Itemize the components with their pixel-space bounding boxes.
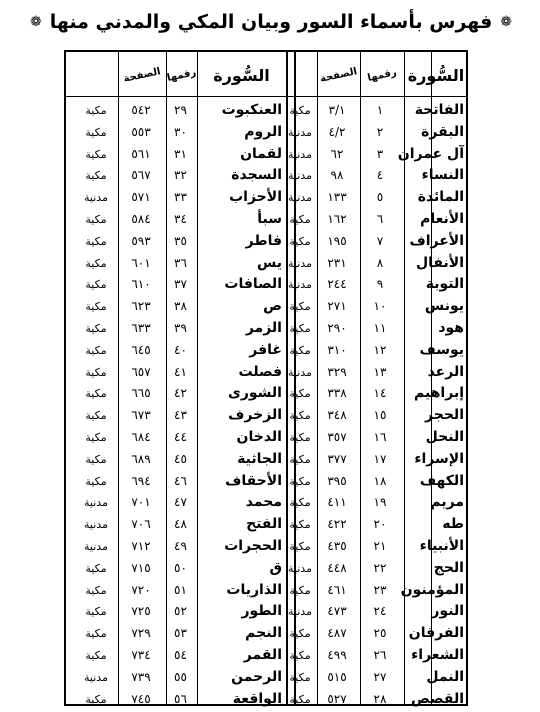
surah-type: مدنية [288, 147, 312, 161]
surah-name: الأعراف [409, 232, 464, 249]
table-row [0, 274, 540, 295]
surah-number: ٢٤ [373, 604, 387, 619]
surah-page: ٤٨٧ [327, 626, 347, 641]
surah-name: إبراهيم [414, 385, 464, 402]
surah-page: ٥٨٤ [131, 212, 151, 226]
surah-page: ٧٠١ [131, 495, 151, 510]
surah-name: الشورى [228, 385, 282, 402]
surah-page: ٥١٥ [327, 669, 347, 684]
surah-type: مكية [85, 692, 107, 706]
surah-name: النمل [426, 668, 464, 685]
surah-page: ٣٤٨ [327, 408, 347, 423]
surah-number: ٣ [376, 146, 384, 161]
surah-type: مكية [289, 452, 311, 466]
surah-page: ٩٨ [330, 168, 344, 183]
surah-name: الحجر [425, 407, 464, 424]
surah-page: ٧٢٥ [131, 604, 151, 619]
header-surah-left: السُّورة [213, 65, 270, 85]
surah-number: ٤٦ [174, 473, 187, 488]
surah-name: فصلت [238, 363, 282, 380]
surah-number: ٣٦ [174, 255, 187, 270]
surah-type: مدنية [288, 256, 312, 270]
surah-name: يونس [424, 298, 464, 315]
surah-type: مكية [85, 649, 107, 662]
surah-number: ٢٢ [373, 560, 387, 575]
surah-name: النحل [425, 429, 464, 445]
surah-number: ٣٥ [174, 233, 187, 248]
surah-type: مدنية [84, 670, 108, 684]
surah-name: البقرة [421, 123, 464, 140]
surah-name: العنكبوت [221, 102, 282, 118]
table-row [0, 253, 540, 274]
surah-page: ٥٦٧ [131, 168, 151, 183]
table-row [0, 144, 540, 165]
surah-page: ٣٧٧ [327, 451, 347, 466]
surah-name: لقمان [240, 145, 282, 162]
surah-number: ١٣ [373, 364, 387, 379]
surah-number: ١٨ [373, 473, 387, 488]
table-row [0, 536, 540, 557]
surah-type: مكية [85, 627, 107, 641]
surah-number: ٢٥ [373, 626, 387, 641]
surah-name: الأنفال [416, 254, 464, 271]
surah-number: ٤٩ [174, 539, 187, 553]
surah-type: مكية [289, 518, 311, 532]
surah-name: الرعد [427, 363, 464, 380]
surah-number: ٣٠ [174, 124, 187, 139]
surah-type: مكية [289, 540, 311, 553]
surah-name: هود [438, 320, 464, 336]
surah-name: الأنعام [420, 211, 464, 227]
table-row [0, 231, 540, 252]
surah-page: ٥٩٣ [131, 233, 151, 248]
surah-name: الأحقاف [225, 472, 282, 489]
surah-page: ٤٤٨ [327, 560, 347, 575]
surah-name: النور [431, 603, 464, 620]
surah-page: ٦٧٣ [131, 408, 151, 423]
surah-type: مكية [289, 409, 311, 423]
surah-type: مكية [289, 583, 311, 597]
surah-name: الزخرف [228, 407, 282, 424]
surah-page: ٦٣٣ [131, 321, 151, 335]
surah-number: ٤٧ [174, 495, 187, 510]
surah-type: مكية [85, 278, 107, 292]
surah-name: غافر [249, 341, 282, 358]
surah-name: الكهف [419, 472, 464, 489]
surah-name: الجاثية [237, 450, 282, 467]
surah-number: ٨ [376, 255, 384, 270]
surah-name: السجدة [231, 167, 282, 184]
surah-page: ٢٩٠ [327, 321, 347, 335]
surah-type: مكية [85, 213, 107, 226]
surah-type: مكية [289, 474, 311, 488]
surah-name: التوبة [425, 276, 464, 293]
surah-type: مكية [85, 605, 107, 619]
surah-page: ٥٦١ [131, 146, 151, 161]
table-row [0, 318, 540, 339]
surah-number: ٩ [376, 277, 384, 292]
surah-type: مكية [85, 322, 107, 335]
surah-type: مكية [85, 474, 107, 488]
surah-name: طه [442, 516, 464, 533]
surah-name: الأحزاب [229, 189, 282, 206]
surah-number: ٥١ [174, 582, 187, 597]
surah-type: مكية [289, 387, 311, 401]
surah-page: ٦٠١ [131, 255, 151, 270]
table-row [0, 383, 540, 404]
surah-number: ١٠ [373, 299, 387, 314]
surah-number: ٦ [376, 212, 384, 226]
surah-number: ٥٦ [174, 691, 187, 706]
surah-type: مكية [85, 343, 107, 357]
surah-name: سبأ [257, 211, 282, 227]
surah-number: ٣٨ [174, 299, 187, 314]
surah-type: مكية [85, 147, 107, 161]
surah-page: ٣١٠ [327, 342, 347, 357]
surah-page: ٧٠٦ [131, 517, 151, 532]
surah-number: ٤٣ [174, 408, 187, 423]
surah-name: الفرقان [408, 625, 464, 642]
surah-number: ٥٣ [174, 626, 187, 641]
surah-type: مكية [289, 692, 311, 706]
surah-page: ١٣٣ [327, 190, 347, 205]
table-row [0, 427, 540, 448]
surah-name: يس [256, 254, 282, 271]
surah-page: ٧٤٥ [131, 691, 151, 706]
surah-number: ١٧ [373, 451, 387, 466]
table-row [0, 165, 540, 186]
surah-name: القصص [410, 690, 464, 707]
surah-page: ٢٤٤ [327, 277, 347, 292]
surah-number: ٢٧ [373, 669, 387, 684]
surah-page: ٣/١ [328, 103, 346, 117]
ornament-left-icon: ❁ [30, 14, 42, 30]
surah-page: ٦٥٧ [131, 364, 151, 379]
surah-number: ٤ [376, 168, 384, 183]
surah-type: مكية [85, 234, 107, 248]
table-row [0, 122, 540, 143]
surah-page: ٧١٢ [131, 539, 151, 553]
surah-number: ١٤ [373, 386, 387, 401]
surah-page: ٤٢٢ [327, 517, 347, 532]
surah-name: الدخان [236, 429, 282, 445]
table-row [0, 514, 540, 535]
surah-type: مكية [85, 452, 107, 466]
surah-number: ٢١ [373, 539, 387, 553]
surah-page: ٧١٥ [131, 560, 151, 575]
surah-type: مكية [85, 104, 107, 117]
surah-type: مكية [289, 431, 311, 444]
table-row [0, 667, 540, 688]
surah-type: مكية [289, 627, 311, 641]
surah-page: ٤١١ [327, 495, 347, 510]
surah-page: ٢٧١ [327, 299, 347, 314]
surah-name: الإسراء [414, 450, 464, 467]
surah-number: ٤٤ [174, 430, 187, 444]
surah-name: الطور [241, 603, 282, 620]
surah-type: مكية [289, 649, 311, 662]
surah-name: الزمر [245, 320, 282, 336]
surah-page: ٥٢٧ [327, 691, 347, 706]
surah-type: مدنية [288, 561, 312, 575]
surah-number: ٥٠ [174, 560, 187, 575]
surah-page: ١٩٥ [327, 233, 347, 248]
surah-number: ٣٣ [174, 190, 187, 205]
surah-type: مدنية [84, 496, 108, 510]
table-row [0, 100, 540, 121]
table-row [0, 689, 540, 710]
surah-page: ٦٢٣ [131, 299, 151, 314]
table-row [0, 296, 540, 317]
surah-number: ٣١ [174, 146, 187, 161]
surah-name: الذاريات [226, 581, 282, 598]
surah-name: الحج [433, 559, 464, 576]
surah-number: ٥٢ [174, 604, 187, 619]
surah-page: ١٦٢ [327, 212, 347, 226]
surah-type: مكية [85, 387, 107, 401]
header-page-right: الصفحة [319, 65, 358, 85]
surah-name: آل عمران [397, 145, 464, 162]
surah-page: ٦٨٤ [131, 430, 151, 444]
table-row [0, 471, 540, 492]
surah-page: ٥٤٢ [131, 103, 151, 117]
surah-number: ٤١ [174, 364, 187, 379]
surah-number: ٤٥ [174, 451, 187, 466]
header-surah-right: السُّورة [407, 65, 465, 85]
table-row [0, 623, 540, 644]
surah-page: ٥٧١ [131, 190, 151, 205]
surah-type: مكية [289, 104, 311, 117]
surah-name: الصافات [224, 276, 282, 293]
surah-name: محمد [245, 494, 282, 511]
surah-name: النساء [421, 167, 464, 184]
surah-page: ٢٣١ [327, 255, 347, 270]
surah-page: ٤٩٩ [327, 648, 347, 662]
surah-number: ٢ [376, 124, 384, 139]
surah-number: ٥ [376, 190, 384, 205]
surah-type: مكية [85, 409, 107, 423]
surah-type: مكية [85, 169, 107, 183]
surah-page: ٦٩٤ [131, 473, 151, 488]
surah-name: القمر [243, 647, 282, 663]
surah-number: ٢٠ [373, 517, 387, 532]
surah-type: مدنية [84, 191, 108, 205]
surah-type: مكية [289, 213, 311, 226]
surah-name: ق [269, 559, 282, 576]
surah-name: مريم [430, 494, 464, 511]
table-row [0, 340, 540, 361]
surah-number: ٤٨ [174, 517, 187, 532]
surah-name: الفاتحة [414, 102, 464, 118]
surah-number: ٢٨ [373, 691, 387, 706]
surah-page: ٧٢٠ [131, 582, 151, 597]
page-title: فهرس بأسماء السور وبيان المكي والمدني منها [49, 11, 493, 33]
table-row [0, 601, 540, 622]
table-row [0, 492, 540, 513]
surah-number: ٣٩ [174, 321, 187, 335]
surah-number: ٥٤ [174, 648, 187, 662]
surah-number: ١١ [373, 321, 387, 335]
surah-page: ٦٤٥ [131, 342, 151, 357]
surah-number: ٢٦ [373, 648, 387, 662]
surah-number: ١٢ [373, 342, 387, 357]
surah-number: ١ [376, 103, 384, 117]
surah-page: ٣٣٨ [327, 386, 347, 401]
table-row [0, 449, 540, 470]
table-row [0, 645, 540, 666]
surah-type: مدنية [288, 191, 312, 205]
table-row [0, 405, 540, 426]
surah-type: مكية [85, 583, 107, 597]
surah-name: ص [263, 298, 282, 315]
surah-page: ٧٣٤ [131, 648, 151, 662]
surah-type: مكية [289, 300, 311, 314]
surah-type: مدنية [288, 278, 312, 292]
surah-type: مكية [85, 561, 107, 575]
surah-name: الرحمن [231, 668, 282, 685]
surah-number: ٣٧ [174, 277, 187, 292]
table-row [0, 187, 540, 208]
surah-number: ١٦ [373, 430, 387, 444]
surah-name: يوسف [419, 341, 464, 358]
surah-name: الحجرات [224, 538, 282, 554]
surah-number: ٥٥ [174, 669, 187, 684]
surah-type: مكية [85, 300, 107, 314]
surah-number: ٤٠ [174, 342, 187, 357]
surah-page: ٣٩٥ [327, 473, 347, 488]
surah-type: مدنية [288, 605, 312, 619]
surah-name: النجم [245, 625, 282, 642]
surah-type: مكية [289, 343, 311, 357]
surah-page: ٧٢٩ [131, 626, 151, 641]
surah-number: ٣٤ [174, 212, 187, 226]
surah-type: مدنية [288, 125, 312, 139]
table-row [0, 558, 540, 579]
header-number-left: رقمها [165, 66, 198, 84]
surah-page: ٣٥٧ [327, 430, 347, 444]
surah-type: مكية [85, 431, 107, 444]
surah-page: ٣٢٩ [327, 364, 347, 379]
table-row [0, 209, 540, 230]
surah-page: ٦٨٩ [131, 451, 151, 466]
surah-name: الشعراء [411, 647, 464, 663]
surah-type: مكية [85, 125, 107, 139]
surah-name: الأنبياء [419, 538, 464, 554]
surah-page: ٤٣٥ [327, 539, 347, 553]
surah-number: ٢٣ [373, 582, 387, 597]
surah-page: ٧٣٩ [131, 669, 151, 684]
table-row [0, 362, 540, 383]
surah-type: مدنية [288, 169, 312, 183]
header-number-right: رقمها [366, 66, 398, 84]
surah-page: ٥٥٣ [131, 124, 151, 139]
surah-type: مكية [85, 256, 107, 270]
surah-name: الروم [244, 123, 282, 140]
table-row [0, 580, 540, 601]
header-page-left: الصفحة [122, 65, 162, 85]
surah-type: مدنية [288, 365, 312, 379]
surah-number: ١٩ [373, 495, 387, 510]
surah-type: مكية [289, 496, 311, 510]
surah-name: المائدة [417, 189, 464, 206]
surah-number: ٤٢ [174, 386, 187, 401]
surah-type: مكية [85, 365, 107, 379]
title-bar [30, 4, 512, 40]
surah-page: ٤/٢ [328, 124, 346, 139]
surah-name: الفتح [246, 516, 282, 533]
surah-page: ٤٦١ [327, 582, 347, 597]
surah-type: مكية [289, 322, 311, 335]
surah-type: مدنية [84, 540, 108, 553]
surah-page: ٤٧٣ [327, 604, 347, 619]
surah-type: مكية [289, 670, 311, 684]
surah-page: ٦٢ [330, 146, 344, 161]
surah-number: ٧ [376, 233, 384, 248]
surah-page: ٦٦٥ [131, 386, 151, 401]
surah-type: مدنية [84, 518, 108, 532]
ornament-right-icon: ❁ [500, 14, 512, 30]
surah-name: المؤمنون [400, 581, 464, 598]
surah-number: ١٥ [373, 408, 387, 423]
surah-number: ٣٢ [174, 168, 187, 183]
surah-number: ٢٩ [174, 103, 187, 117]
surah-page: ٦١٠ [131, 277, 151, 292]
surah-name: فاطر [245, 232, 282, 249]
surah-type: مكية [289, 234, 311, 248]
surah-name: الواقعة [232, 690, 282, 707]
